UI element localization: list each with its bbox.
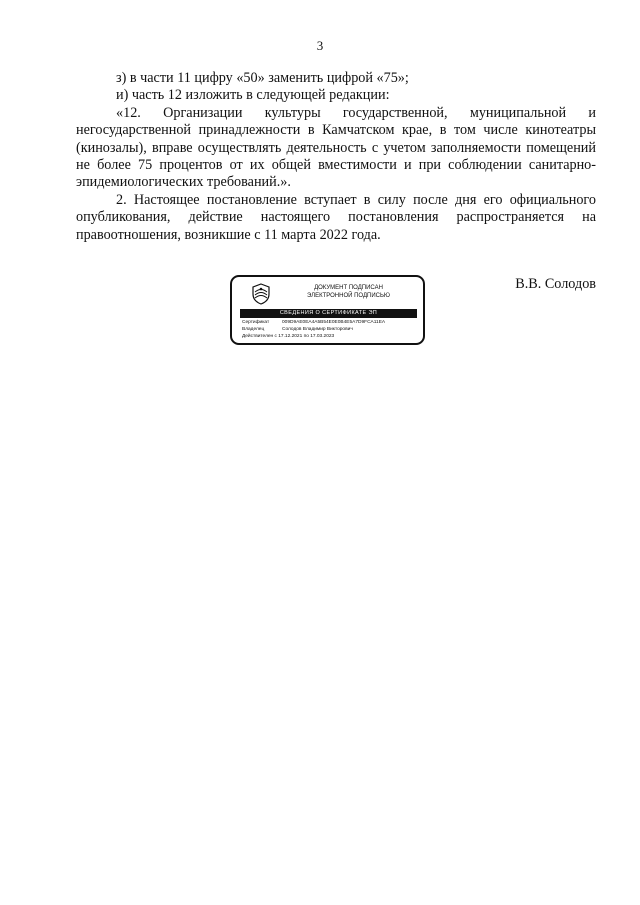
stamp-row-value: 009D9AE0EA4A5B54E0E0B4E5A7D9FCA11EA bbox=[282, 320, 386, 325]
stamp-validity: Действителен с 17.12.2021 по 17.03.2023 bbox=[242, 333, 335, 339]
page-number: 3 bbox=[316, 38, 324, 53]
coat-of-arms-icon bbox=[250, 283, 272, 305]
stamp-row-label: Владелец bbox=[242, 326, 265, 332]
stamp-title-line-1: ДОКУМЕНТ ПОДПИСАН bbox=[314, 285, 383, 291]
stamp-certificate-details bbox=[242, 320, 417, 340]
paragraph-point-2: 2. Настоящее постановление вступает в силу после дня его официального опубликования, действие настоящего постановления распространяется на правоотношения, возникшие с 11 марта 2022 года. bbox=[76, 191, 596, 243]
stamp-title bbox=[280, 285, 417, 300]
signatory-name: В.В. Солодов bbox=[515, 276, 596, 292]
stamp-title-line-2: ЭЛЕКТРОННОЙ ПОДПИСЬЮ bbox=[307, 292, 390, 299]
stamp-row-value: Солодов Владимир Викторович bbox=[282, 326, 353, 332]
paragraph-quoted-part-12: «12. Организации культуры государственной, муниципальной и негосударственной принадлежности в Камчатском крае, в том числе кинотеатры (кинозалы), вправе осуществлять деятельность с учетом заполняемости помещений не более 75 процентов от их общей вместимости и при соблюдении санитарно-эпидемиологических требований.». bbox=[76, 104, 596, 191]
stamp-row-label: Сертификат bbox=[242, 320, 270, 325]
stamp-certificate-band: СВЕДЕНИЯ О СЕРТИФИКАТЕ ЭП bbox=[240, 309, 417, 318]
paragraph-item-z: з) в части 11 цифру «50» заменить цифрой «75»; bbox=[116, 70, 409, 86]
document-body bbox=[76, 70, 596, 244]
electronic-signature-stamp bbox=[230, 275, 425, 345]
stamp-row-owner bbox=[242, 327, 417, 334]
paragraph-item-i: и) часть 12 изложить в следующей редакции: bbox=[116, 87, 390, 104]
stamp-row-certificate bbox=[242, 320, 417, 327]
